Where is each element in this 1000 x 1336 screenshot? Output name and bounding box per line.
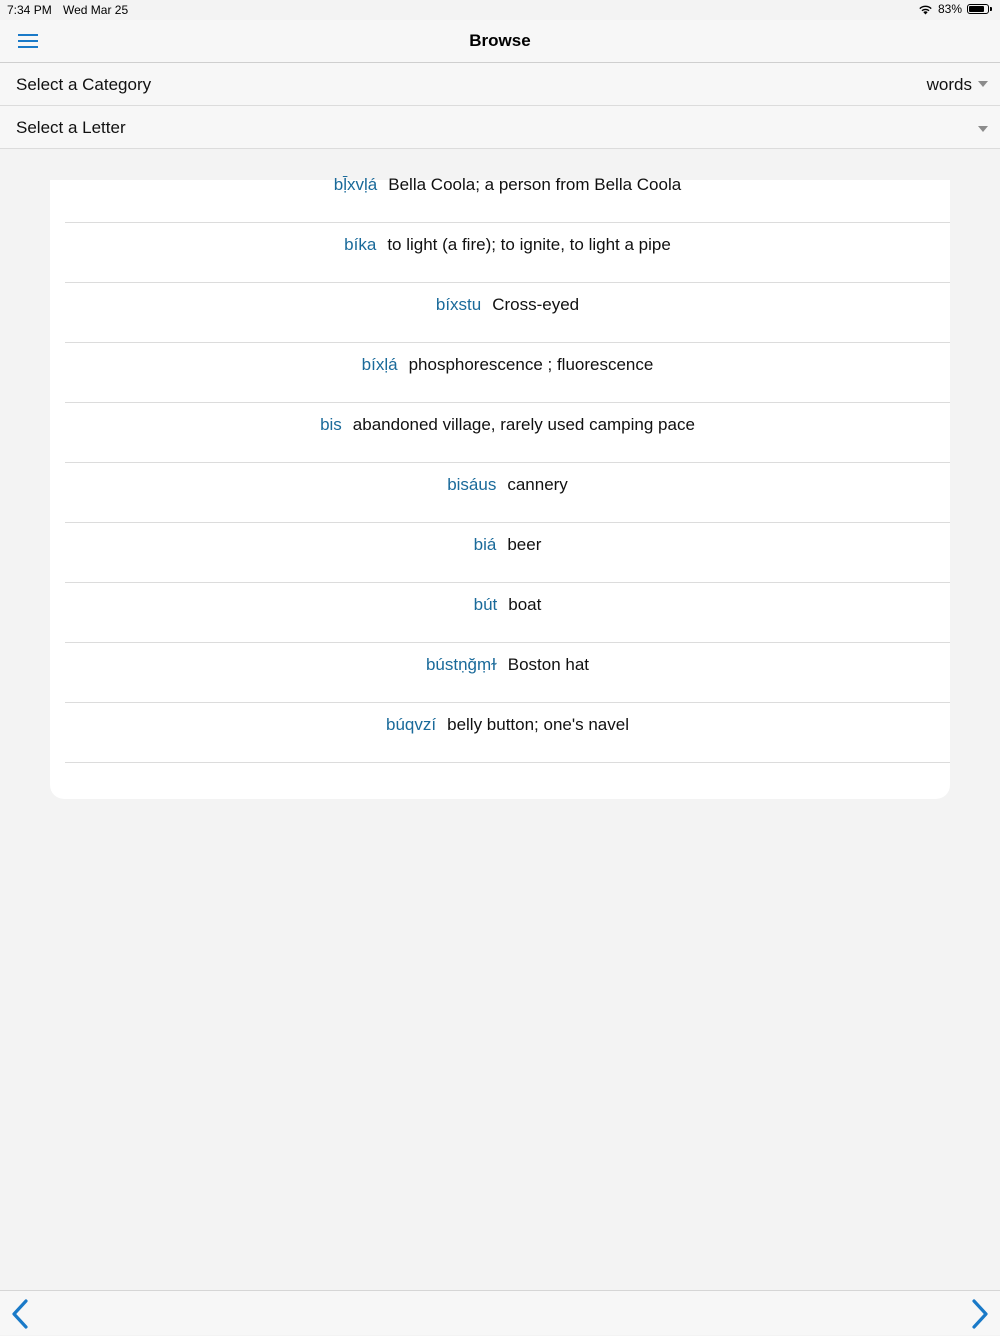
category-selector-label: Select a Category bbox=[16, 75, 152, 94]
battery-fill bbox=[969, 6, 984, 12]
chevron-down-icon bbox=[978, 81, 988, 87]
entry-gloss: Bella Coola; a person from Bella Coola bbox=[388, 175, 682, 194]
entry-gloss: cannery bbox=[507, 475, 568, 494]
entry-gloss: Boston hat bbox=[507, 655, 590, 674]
entry-word: bḹxvḷá bbox=[333, 175, 378, 194]
entry-word: bústṇğṃɫ bbox=[425, 655, 497, 674]
list-item[interactable] bbox=[65, 703, 950, 763]
list-item[interactable] bbox=[65, 283, 950, 343]
list-item[interactable] bbox=[65, 403, 950, 463]
bottom-toolbar bbox=[0, 1290, 1000, 1335]
entry-gloss: beer bbox=[507, 535, 542, 554]
entry-word: bisáus bbox=[447, 475, 497, 494]
next-button[interactable] bbox=[966, 1297, 994, 1331]
battery-percent: 83% bbox=[937, 2, 962, 16]
entry-word: bút bbox=[473, 595, 498, 614]
list-item[interactable] bbox=[65, 583, 950, 643]
chevron-left-icon bbox=[6, 1297, 34, 1331]
page-title: Browse bbox=[469, 31, 531, 50]
previous-button[interactable] bbox=[6, 1297, 34, 1331]
list-item[interactable] bbox=[65, 643, 950, 703]
entry-word: bíka bbox=[344, 235, 377, 254]
list-item[interactable] bbox=[65, 523, 950, 583]
chevron-down-icon bbox=[978, 126, 988, 132]
status-indicators bbox=[918, 2, 992, 16]
entry-gloss: phosphorescence ; fluorescence bbox=[408, 355, 654, 374]
entry-gloss: to light (a fire); to ignite, to light a pipe bbox=[387, 235, 671, 254]
list-item[interactable] bbox=[65, 343, 950, 403]
entry-gloss: Cross-eyed bbox=[492, 295, 580, 314]
list-item[interactable] bbox=[65, 223, 950, 283]
entry-gloss: abandoned village, rarely used camping pace bbox=[352, 415, 695, 434]
entry-word: bíxstu bbox=[435, 295, 482, 314]
nav-bar bbox=[0, 20, 1000, 63]
battery-cap bbox=[990, 7, 992, 11]
wifi-icon bbox=[918, 4, 933, 15]
entry-word: bíxḷá bbox=[361, 355, 398, 374]
letter-selector-label: Select a Letter bbox=[16, 118, 126, 137]
entry-word: bis bbox=[320, 415, 342, 434]
status-bar bbox=[0, 0, 1000, 20]
category-selector[interactable] bbox=[0, 63, 1000, 106]
battery-icon bbox=[967, 4, 989, 14]
letter-selector[interactable] bbox=[0, 106, 1000, 149]
status-time: 7:34 PM bbox=[7, 3, 52, 17]
category-selector-value: words bbox=[926, 75, 972, 94]
entry-gloss: boat bbox=[508, 595, 542, 614]
list-item[interactable] bbox=[65, 463, 950, 523]
chevron-right-icon bbox=[966, 1297, 994, 1331]
entries-list bbox=[50, 175, 950, 799]
status-date: Wed Mar 25 bbox=[63, 3, 129, 17]
entry-word: biá bbox=[473, 535, 497, 554]
entry-word: búqvzí bbox=[386, 715, 437, 734]
list-item[interactable] bbox=[65, 163, 950, 223]
entry-gloss: belly button; one's navel bbox=[447, 715, 629, 734]
